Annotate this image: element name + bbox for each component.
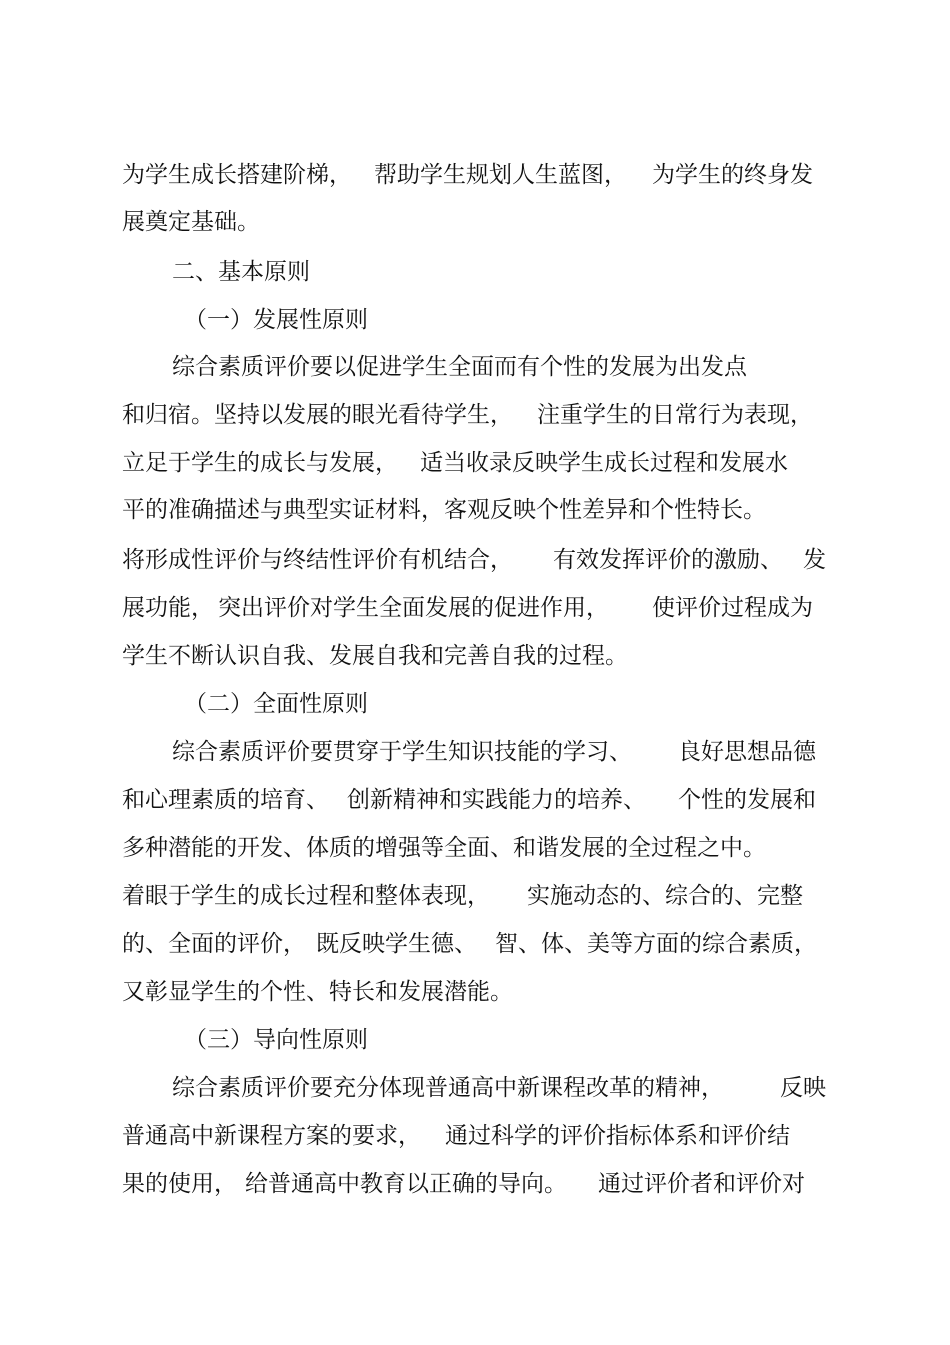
text-segment: 的、全面的评价，: [122, 931, 306, 957]
text-segment: 给普通高中教育以正确的导向。: [245, 1171, 567, 1197]
text-line: [0, 155, 950, 195]
text-segment: 普通高中新课程方案的要求，: [122, 1123, 421, 1149]
text-segment: 二、基本原则: [172, 259, 310, 285]
text-segment: 帮助学生规划人生蓝图，: [374, 162, 627, 188]
text-line: [0, 828, 950, 868]
text-segment: 和心理素质的培育、: [122, 787, 329, 813]
text-line: [0, 924, 950, 964]
text-line: [0, 780, 950, 820]
text-line: [0, 1068, 950, 1108]
text-line: [0, 540, 950, 580]
text-segment: 通过科学的评价指标体系和评价结: [445, 1123, 790, 1149]
text-segment: 既反映学生德、: [316, 931, 477, 957]
text-segment: 展奠定基础。: [122, 209, 260, 235]
text-segment: 为学生成长搭建阶梯，: [122, 162, 352, 188]
text-segment: 和归宿。坚持以发展的眼光看待学生，: [122, 402, 513, 428]
text-segment: 果的使用，: [122, 1171, 237, 1197]
text-segment: 发: [803, 547, 826, 573]
text-segment: 着眼于学生的成长过程和整体表现，: [122, 883, 490, 909]
text-segment: （二）全面性原则: [184, 691, 368, 717]
text-line: [0, 395, 950, 435]
text-line: [0, 347, 950, 387]
text-segment: 通过评价者和评价对: [598, 1171, 805, 1197]
text-segment: 突出评价对学生全面发展的促进作用，: [218, 595, 609, 621]
text-segment: 综合素质评价要充分体现普通高中新课程改革的精神，: [172, 1075, 724, 1101]
text-segment: 实施动态的、综合的、完整: [527, 883, 803, 909]
text-segment: 展功能，: [122, 595, 214, 621]
text-segment: 注重学生的日常行为表现，: [537, 402, 813, 428]
text-line: [0, 684, 950, 724]
text-segment: 综合素质评价要以促进学生全面而有个性的发展为出发点: [172, 354, 747, 380]
text-line: [0, 202, 950, 242]
text-segment: （三）导向性原则: [184, 1027, 368, 1053]
text-segment: 为学生的终身发: [652, 162, 813, 188]
text-segment: 智、体、美等方面的综合素质，: [495, 931, 817, 957]
text-segment: 反映: [780, 1075, 826, 1101]
text-line: [0, 443, 950, 483]
text-line: [0, 636, 950, 676]
text-segment: 有效发挥评价的激励、: [553, 547, 783, 573]
text-segment: 创新精神和实践能力的培养、: [347, 787, 646, 813]
text-segment: 立足于学生的成长与发展，: [122, 450, 398, 476]
text-segment: 使评价过程成为: [652, 595, 813, 621]
text-line: [0, 490, 950, 530]
text-line: [0, 972, 950, 1012]
text-segment: 良好思想品德: [678, 739, 816, 765]
text-segment: （一）发展性原则: [184, 307, 368, 333]
text-line: [0, 732, 950, 772]
text-segment: 将形成性评价与终结性评价有机结合，: [122, 547, 513, 573]
text-line: [0, 252, 950, 292]
text-line: [0, 1020, 950, 1060]
text-segment: 适当收录反映学生成长过程和发展水: [420, 450, 788, 476]
text-segment: 学生不断认识自我、发展自我和完善自我的过程。: [122, 643, 628, 669]
text-line: [0, 876, 950, 916]
text-line: [0, 1164, 950, 1204]
text-segment: 又彰显学生的个性、特长和发展潜能。: [122, 979, 513, 1005]
text-segment: 多种潜能的开发、体质的增强等全面、和谐发展的全过程之中。: [122, 835, 766, 861]
text-segment: 综合素质评价要贯穿于学生知识技能的学习、: [172, 739, 632, 765]
text-line: [0, 300, 950, 340]
text-segment: 平的准确描述与典型实证材料，客观反映个性差异和个性特长。: [122, 497, 766, 523]
text-line: [0, 588, 950, 628]
text-segment: 个性的发展和: [678, 787, 816, 813]
text-line: [0, 1116, 950, 1156]
